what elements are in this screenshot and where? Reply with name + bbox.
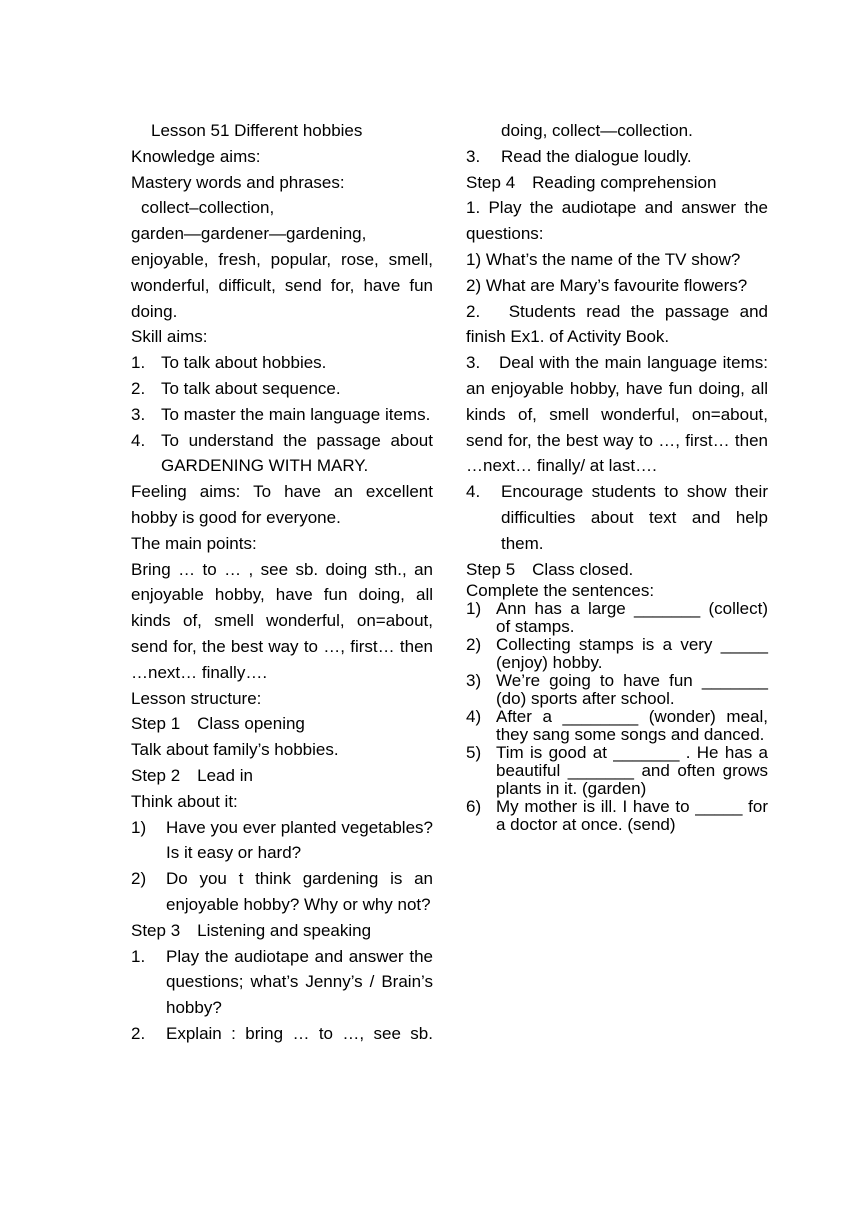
skill-item — [131, 376, 433, 402]
exercise-number: 6) — [466, 797, 482, 817]
skill-item-number: 1. — [131, 353, 146, 373]
skill-item-text: To understand the passage about GARDENING WITH MARY. — [161, 430, 433, 476]
step-3-item-text: Read the dialogue loudly. — [501, 146, 692, 166]
think-item-number: 2) — [131, 869, 147, 889]
lesson-title: Lesson 51 Different hobbies — [151, 121, 363, 140]
step-4-question-2: 2) What are Mary’s favourite flowers? — [466, 275, 748, 295]
skill-aims-heading: Skill aims: — [131, 327, 208, 347]
step-3-heading: Step 3 Listening and speaking — [131, 920, 372, 940]
exercise-sentence — [466, 636, 768, 672]
complete-sentences-heading: Complete the sentences: — [466, 581, 655, 601]
step-3-item-number: 2. — [131, 1023, 146, 1043]
step-4-item-text: Encourage students to show their difficulties about text and help them. — [501, 482, 768, 553]
think-about-heading: Think about it: — [131, 791, 238, 811]
step-4-item-3: 3. Deal with the main language items: an enjoyable hobby, have fun doing, all kinds of, smell wonderful, on=about, send for, the best way to …, first… then …next… finally/ at last…. — [466, 353, 768, 476]
mastery-heading: Mastery words and phrases: — [131, 172, 345, 192]
step-4-heading: Step 4 Reading comprehension — [466, 172, 717, 192]
main-points-text: Bring … to … , see sb. doing sth., an enjoyable hobby, have fun doing, all kinds of, smell wonderful, on=about, send for, the best way to …, first… then …next… finally…. — [131, 559, 433, 682]
step-3-continuation: doing, collect—collection. — [501, 121, 693, 140]
mastery-words-line-1: collect–collection, — [141, 198, 275, 218]
feeling-aims: Feeling aims: To have an excellent hobby is good for everyone. — [131, 482, 433, 527]
think-item-number: 1) — [131, 817, 147, 837]
step-3-item-number: 1. — [131, 946, 146, 966]
mastery-words-line-3: enjoyable, fresh, popular, rose, smell, wonderful, difficult, send for, have fun doing. — [131, 249, 433, 321]
step-4-item-4 — [466, 479, 768, 556]
exercise-sentence — [466, 708, 768, 744]
think-item — [131, 815, 433, 867]
step-4-intro: 1. Play the audiotape and answer the questions: — [466, 198, 768, 244]
skill-item — [131, 402, 433, 428]
exercise-text: After a ________ (wonder) meal, they sang some songs and danced. — [496, 707, 768, 745]
skill-item-number: 4. — [131, 430, 146, 450]
step-4-question-1: 1) What’s the name of the TV show? — [466, 249, 741, 269]
step-4-item-2: 2. Students read the passage and finish Ex1. of Activity Book. — [466, 301, 768, 347]
step-3-item-number: 3. — [466, 146, 481, 166]
skill-item-text: To talk about sequence. — [161, 378, 341, 398]
skill-item — [131, 428, 433, 480]
exercise-number: 3) — [466, 671, 482, 691]
exercise-text: Tim is good at _______ . He has a beautiful _______ and often grows plants in it. (garden) — [496, 743, 768, 799]
step-3-item-text: Play the audiotape and answer the questions; what’s Jenny’s / Brain’s hobby? — [166, 946, 433, 1018]
step-5-heading: Step 5 Class closed. — [466, 559, 634, 579]
exercise-text: My mother is ill. I have to _____ for a doctor at once. (send) — [496, 797, 768, 835]
exercise-sentence — [466, 744, 768, 798]
exercise-number: 4) — [466, 707, 482, 727]
step-4-item-number: 4. — [466, 482, 481, 502]
step-3-item — [466, 144, 768, 170]
exercise-number: 2) — [466, 635, 482, 655]
main-points-heading: The main points: — [131, 533, 257, 553]
step-3-item — [131, 944, 433, 1021]
left-column — [131, 118, 433, 1047]
think-item-text: Do you t think gardening is an enjoyable hobby? Why or why not? — [166, 869, 433, 914]
skill-item-text: To master the main language items. — [161, 404, 431, 424]
exercise-sentence — [466, 798, 768, 834]
step-1-heading: Step 1 Class opening — [131, 714, 305, 734]
step-2-heading: Step 2 Lead in — [131, 765, 253, 785]
step-1-text: Talk about family’s hobbies. — [131, 740, 339, 760]
think-item — [131, 866, 433, 918]
knowledge-aims-heading: Knowledge aims: — [131, 146, 261, 166]
skill-item-number: 3. — [131, 404, 146, 424]
skill-item-number: 2. — [131, 378, 146, 398]
step-3-item — [131, 1021, 433, 1047]
step-3-item-text: Explain : bring … to …, see sb. — [166, 1023, 433, 1043]
exercise-text: Collecting stamps is a very _____ (enjoy) hobby. — [496, 635, 768, 673]
skill-item — [131, 350, 433, 376]
exercise-sentence — [466, 672, 768, 708]
lesson-structure-heading: Lesson structure: — [131, 688, 262, 708]
mastery-words-line-2: garden—gardener—gardening, — [131, 224, 367, 244]
think-item-text: Have you ever planted vegetables?Is it easy or hard? — [166, 817, 433, 863]
exercise-number: 1) — [466, 599, 482, 619]
exercise-text: Ann has a large _______ (collect) of stamps. — [496, 599, 768, 637]
skill-item-text: To talk about hobbies. — [161, 353, 327, 373]
exercise-sentence — [466, 600, 768, 636]
exercise-text: We’re going to have fun _______ (do) sports after school. — [496, 671, 768, 709]
right-column — [466, 118, 768, 834]
exercise-number: 5) — [466, 743, 482, 763]
